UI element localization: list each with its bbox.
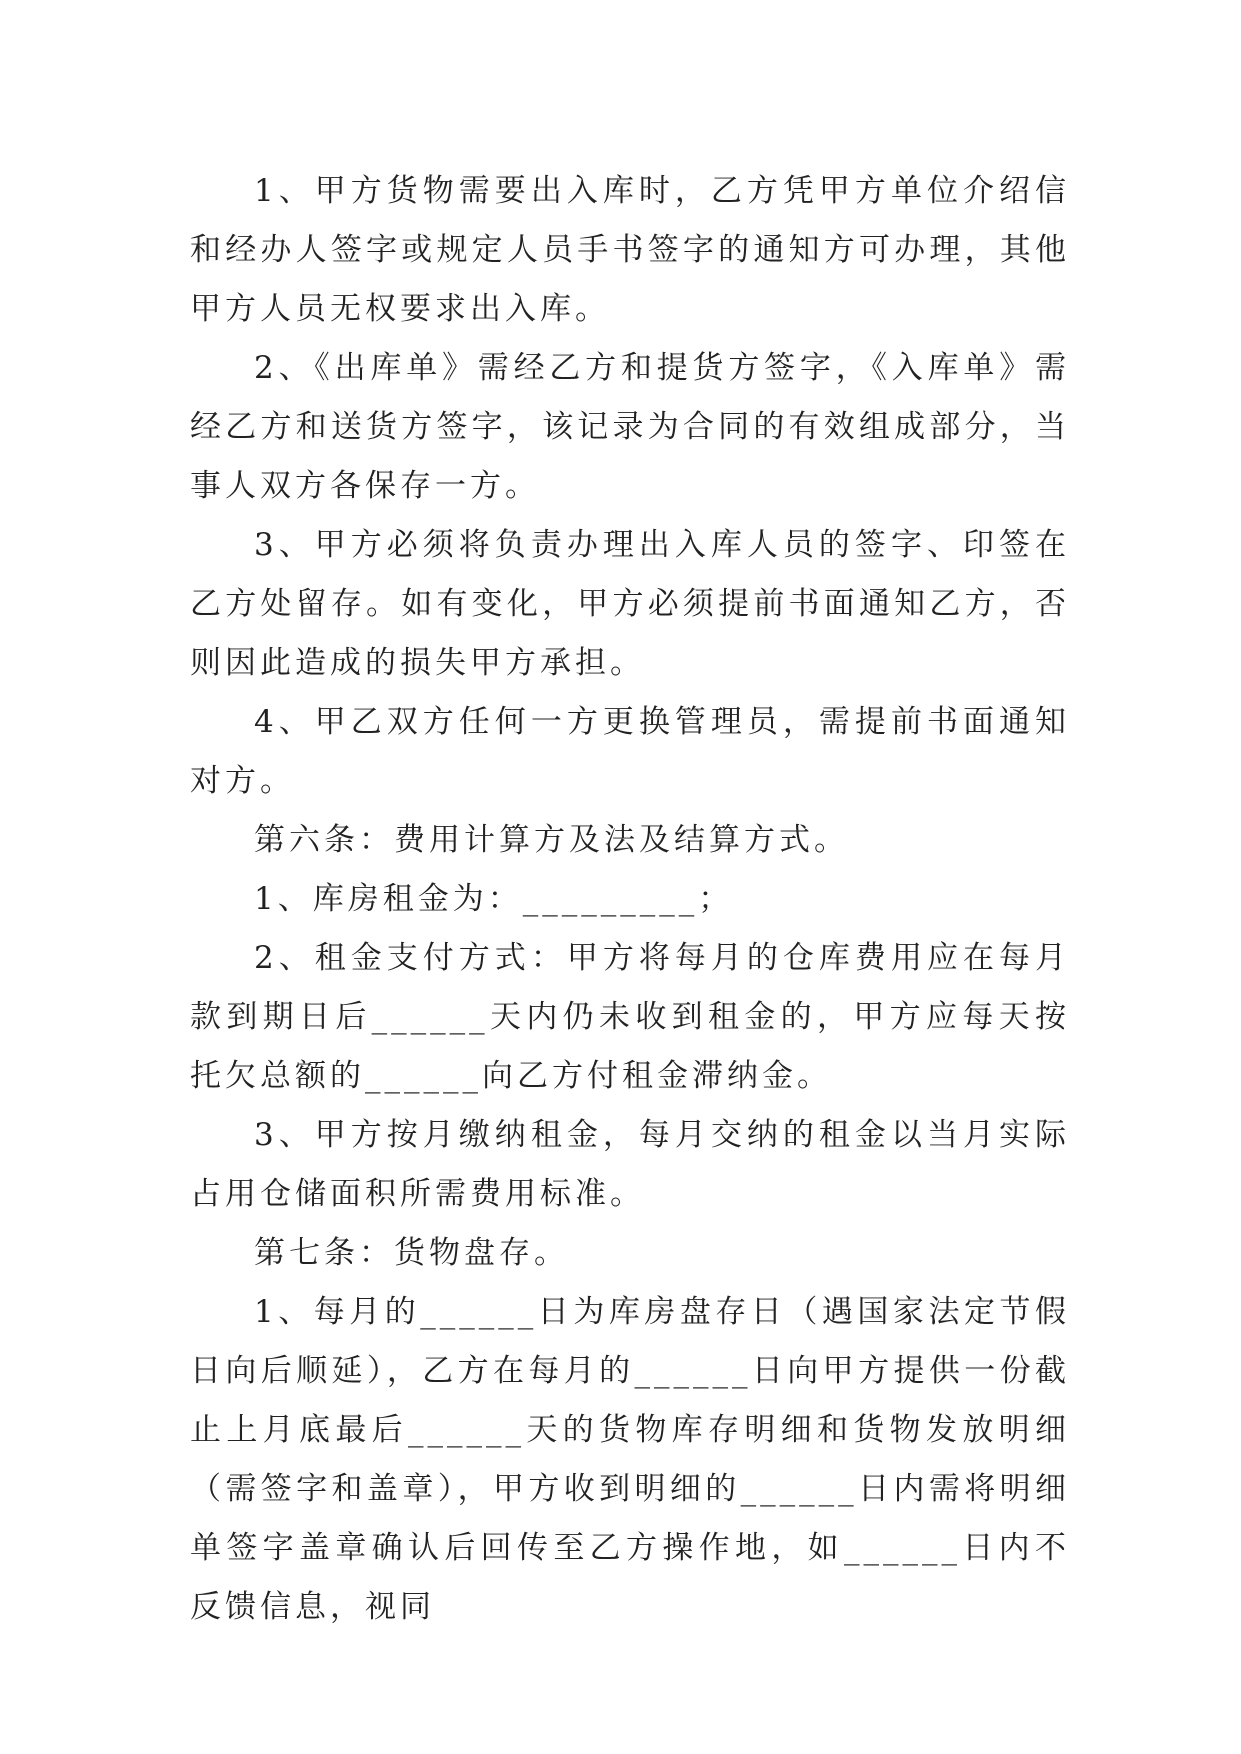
section-heading-article-7: 第七条：货物盘存。 (254, 1235, 569, 1271)
section-heading-article-6: 第六条：费用计算方及法及结算方式。 (254, 822, 849, 858)
paragraph-1: 1、甲方货物需要出入库时，乙方凭甲方单位介绍信和经办人签字或规定人员手书签字的通知方可办理，其他甲方人员无权要求出入库。 (190, 173, 1070, 327)
paragraph-2: 2、《出库单》需经乙方和提货方签字，《入库单》需经乙方和送货方签字，该记录为合同的有效组成部分，当事人双方各保存一方。 (190, 350, 1070, 504)
paragraph-4: 4、甲乙双方任何一方更换管理员，需提前书面通知对方。 (190, 704, 1070, 799)
paragraph-monthly-rent: 3、甲方按月缴纳租金，每月交纳的租金以当月实际占用仓储面积所需费用标准。 (190, 1117, 1070, 1212)
document-body (190, 162, 1070, 1637)
paragraph-inventory: 1、每月的______日为库房盘存日（遇国家法定节假日向后顺延），乙方在每月的______日向甲方提供一份截止上月底最后______天的货物库存明细和货物发放明细（需签字和盖章），甲方收到明细的______日内需将明细单签字盖章确认后回传至乙方操作地，如______日内不反馈信息，视同 (190, 1294, 1070, 1625)
paragraph-payment-method: 2、租金支付方式：甲方将每月的仓库费用应在每月款到期日后______天内仍未收到租金的，甲方应每天按托欠总额的______向乙方付租金滞纳金。 (190, 940, 1070, 1094)
paragraph-3: 3、甲方必须将负责办理出入库人员的签字、印签在乙方处留存。如有变化，甲方必须提前书面通知乙方，否则因此造成的损失甲方承担。 (190, 527, 1070, 681)
paragraph-rent: 1、库房租金为：_________； (254, 881, 734, 917)
